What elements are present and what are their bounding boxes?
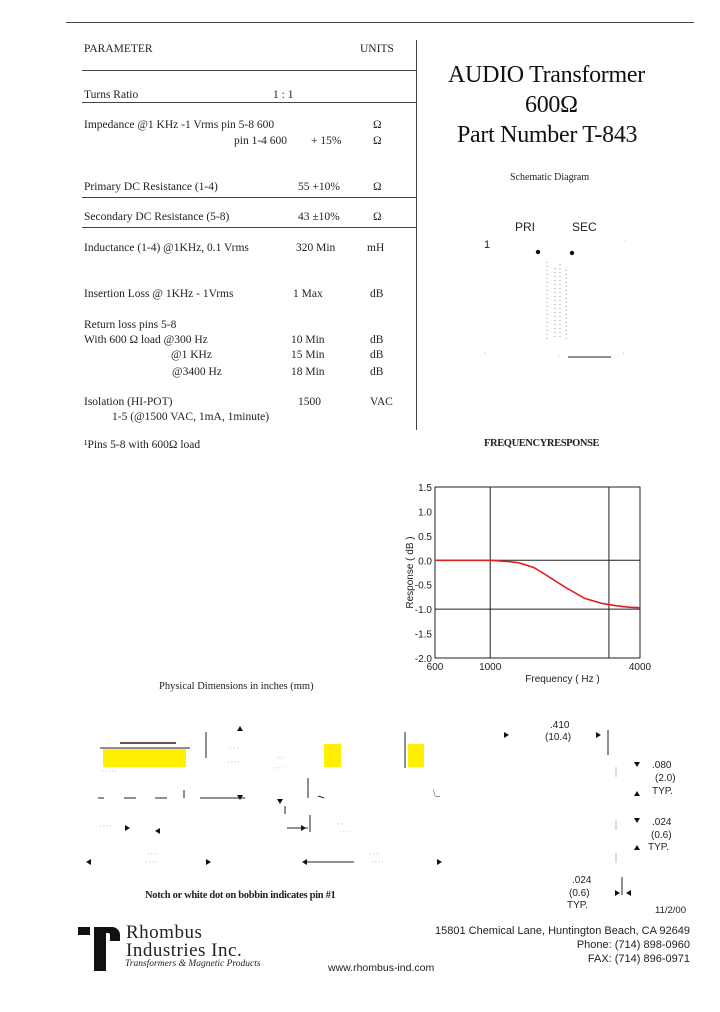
- arrow-icon: [615, 890, 620, 896]
- title-line-3: Part Number T-843: [457, 122, 638, 148]
- footnote: ¹Pins 5-8 with 600Ω load: [84, 439, 201, 451]
- impedance-row2-label: pin 1-4 600: [234, 135, 288, 147]
- rhombus-logo-icon: [78, 925, 122, 973]
- arrow-icon: [596, 732, 601, 738]
- dim-024a-typ: TYP.: [648, 842, 669, 853]
- company-name-2: Industries Inc.: [126, 940, 243, 961]
- inductance-unit: mH: [367, 242, 385, 254]
- impedance-unit-2: Ω: [373, 135, 382, 147]
- schematic-pin-1: 1: [484, 239, 491, 251]
- svg-text:' ' ' ': ' ' ' ': [100, 825, 112, 832]
- svg-text:' ': ' ': [338, 823, 343, 830]
- return-loss-row-value: 10 Min: [291, 334, 325, 346]
- svg-text:' ' ': ' ' ': [340, 831, 348, 838]
- svg-text:' ' ' ': ' ' ' ': [146, 861, 158, 868]
- company-fax: FAX: (714) 896-0971: [587, 953, 690, 965]
- company-phone: Phone: (714) 898-0960: [576, 939, 690, 951]
- y-tick-label: -1.0: [414, 605, 432, 617]
- return-loss-label: Return loss pins 5-8: [84, 319, 177, 331]
- title-line-1: AUDIO Transformer: [448, 62, 645, 88]
- dim-024b: .024: [572, 875, 592, 886]
- svg-text:' ' ': ' ' ': [148, 853, 156, 860]
- turns-ratio-value: 1 : 1: [273, 89, 294, 101]
- parameter-header: PARAMETER: [84, 43, 153, 55]
- schematic-title: Schematic Diagram: [510, 172, 590, 183]
- x-tick-label: 1000: [479, 662, 502, 673]
- return-loss-row-value: 18 Min: [291, 366, 325, 378]
- secondary-dc-label: Secondary DC Resistance (5-8): [84, 211, 230, 223]
- y-tick-label: 1.5: [418, 483, 432, 494]
- row-divider: [82, 197, 416, 198]
- dimension-drawings: [80, 720, 480, 885]
- dim-024b-mm: (0.6): [569, 888, 590, 899]
- schematic-diagram: [480, 240, 640, 370]
- secondary-dc-unit: Ω: [373, 211, 382, 223]
- company-website[interactable]: www.rhombus-ind.com: [328, 962, 435, 974]
- schematic-tick: ': [623, 351, 625, 360]
- return-loss-row-label: @3400 Hz: [172, 366, 222, 378]
- inductance-value: 320 Min: [296, 242, 336, 254]
- chart-title: FREQUENCYRESPONSE: [484, 438, 600, 449]
- frequency-response-chart: [390, 450, 680, 690]
- impedance-unit-1: Ω: [373, 119, 382, 131]
- return-loss-row-unit: dB: [370, 366, 384, 378]
- arrow-icon: [277, 799, 283, 804]
- insertion-loss-unit: dB: [370, 288, 384, 300]
- arrow-icon: [301, 825, 306, 831]
- x-axis-label: Frequency ( Hz ): [525, 674, 600, 685]
- y-tick-label: 0.5: [418, 531, 432, 543]
- isolation-unit: VAC: [370, 396, 393, 408]
- y-tick-label: 0.0: [418, 556, 432, 568]
- y-tick-label: 1.0: [418, 507, 432, 519]
- x-tick-label: 600: [426, 662, 444, 673]
- x-tick-label: 4000: [628, 662, 652, 673]
- schematic-tick: ': [558, 354, 560, 363]
- svg-text:' ' ': ' ' ': [370, 853, 378, 860]
- primary-dc-unit: Ω: [373, 181, 382, 193]
- dim-410: .410: [550, 720, 570, 731]
- arrow-icon: [206, 859, 211, 865]
- header-divider: [82, 70, 416, 71]
- return-loss-row-unit: dB: [370, 334, 384, 346]
- arrow-icon: [634, 818, 640, 823]
- pin-mark: [318, 796, 324, 798]
- bend-mark: \_: [433, 788, 441, 798]
- schematic-sec-label: SEC: [572, 220, 597, 234]
- dim-410-mm: (10.4): [545, 732, 572, 743]
- row-divider: [82, 102, 416, 103]
- primary-dc-value: 55 +10%: [298, 181, 340, 193]
- return-loss-row-label: With 600 Ω load @300 Hz: [84, 334, 208, 346]
- svg-text:' ' ': ' ' ': [275, 767, 283, 774]
- insertion-loss-value: 1 Max: [293, 288, 323, 300]
- right-dimension-lines: [495, 725, 645, 905]
- primary-dc-label: Primary DC Resistance (1-4): [84, 181, 218, 193]
- arrow-icon: [634, 791, 640, 796]
- svg-text:' ' ' ': ' ' ' ': [228, 761, 240, 768]
- y-axis-label: Response ( dB ): [405, 536, 416, 609]
- dim-080: .080: [652, 760, 672, 771]
- transformer-windings: [547, 262, 566, 340]
- row-divider: [82, 227, 416, 228]
- schematic-tick: ': [484, 351, 486, 360]
- title-line-2: 600Ω: [525, 92, 578, 118]
- arrow-icon: [86, 859, 91, 865]
- return-loss-row-unit: dB: [370, 349, 384, 361]
- arrow-icon: [302, 859, 307, 865]
- dim-024a-mm: (0.6): [651, 830, 672, 841]
- schematic-tick: ': [625, 240, 627, 248]
- table-right-border: [416, 40, 417, 430]
- isolation-detail: 1-5 (@1500 VAC, 1mA, 1minute): [112, 411, 270, 423]
- revision-date: 11/2/00: [655, 905, 686, 916]
- schematic-pri-label: PRI: [515, 220, 536, 234]
- arrow-icon: [155, 828, 160, 834]
- svg-text:' ' ': ' ' ': [230, 747, 238, 754]
- dim-024b-typ: TYP.: [567, 900, 588, 911]
- sec-polarity-dot: [570, 251, 574, 255]
- isolation-value: 1500: [298, 396, 321, 408]
- dim-080-typ: TYP.: [652, 786, 673, 797]
- side-view-core: [324, 744, 341, 767]
- return-loss-row-label: @1 KHz: [171, 349, 212, 361]
- company-name-1: Rhombus: [126, 922, 203, 943]
- svg-text:' ' ' ' ': ' ' ' ' ': [102, 770, 117, 777]
- arrow-icon: [634, 762, 640, 767]
- arrow-icon: [437, 859, 442, 865]
- top-border: [66, 22, 694, 23]
- company-tagline: Transformers & Magnetic Products: [125, 959, 261, 969]
- arrow-icon: [125, 825, 130, 831]
- company-address: 15801 Chemical Lane, Huntington Beach, CA 92649: [434, 925, 690, 937]
- y-tick-label: -2.0: [414, 654, 432, 665]
- y-tick-label: -1.5: [414, 629, 432, 641]
- inductance-label: Inductance (1-4) @1KHz, 0.1 Vrms: [84, 242, 249, 254]
- svg-text:' ' ' ': ' ' ' ': [372, 861, 384, 868]
- pri-polarity-dot: [536, 250, 540, 254]
- notch-note: Notch or white dot on bobbin indicates pin #1: [145, 890, 336, 901]
- svg-text:' ': ' ': [278, 757, 283, 764]
- impedance-tolerance: + 15%: [311, 135, 342, 147]
- top-view-core: [103, 749, 186, 767]
- arrow-icon: [634, 845, 640, 850]
- insertion-loss-label: Insertion Loss @ 1KHz - 1Vrms: [84, 288, 234, 300]
- y-tick-label: -0.5: [414, 580, 432, 592]
- arrow-icon: [504, 732, 509, 738]
- dim-024a: .024: [652, 817, 672, 828]
- secondary-dc-value: 43 ±10%: [298, 211, 340, 223]
- dim-080-mm: (2.0): [655, 773, 676, 784]
- units-header: UNITS: [360, 43, 394, 55]
- arrow-icon: [626, 890, 631, 896]
- turns-ratio-label: Turns Ratio: [84, 89, 139, 101]
- impedance-label: Impedance @1 KHz -1 Vrms pin 5-8 600: [84, 119, 275, 131]
- isolation-label: Isolation (HI-POT): [84, 396, 173, 408]
- dimensions-title: Physical Dimensions in inches (mm): [159, 681, 314, 692]
- return-loss-row-value: 15 Min: [291, 349, 325, 361]
- arrow-icon: [237, 726, 243, 731]
- end-view-core: [408, 744, 424, 767]
